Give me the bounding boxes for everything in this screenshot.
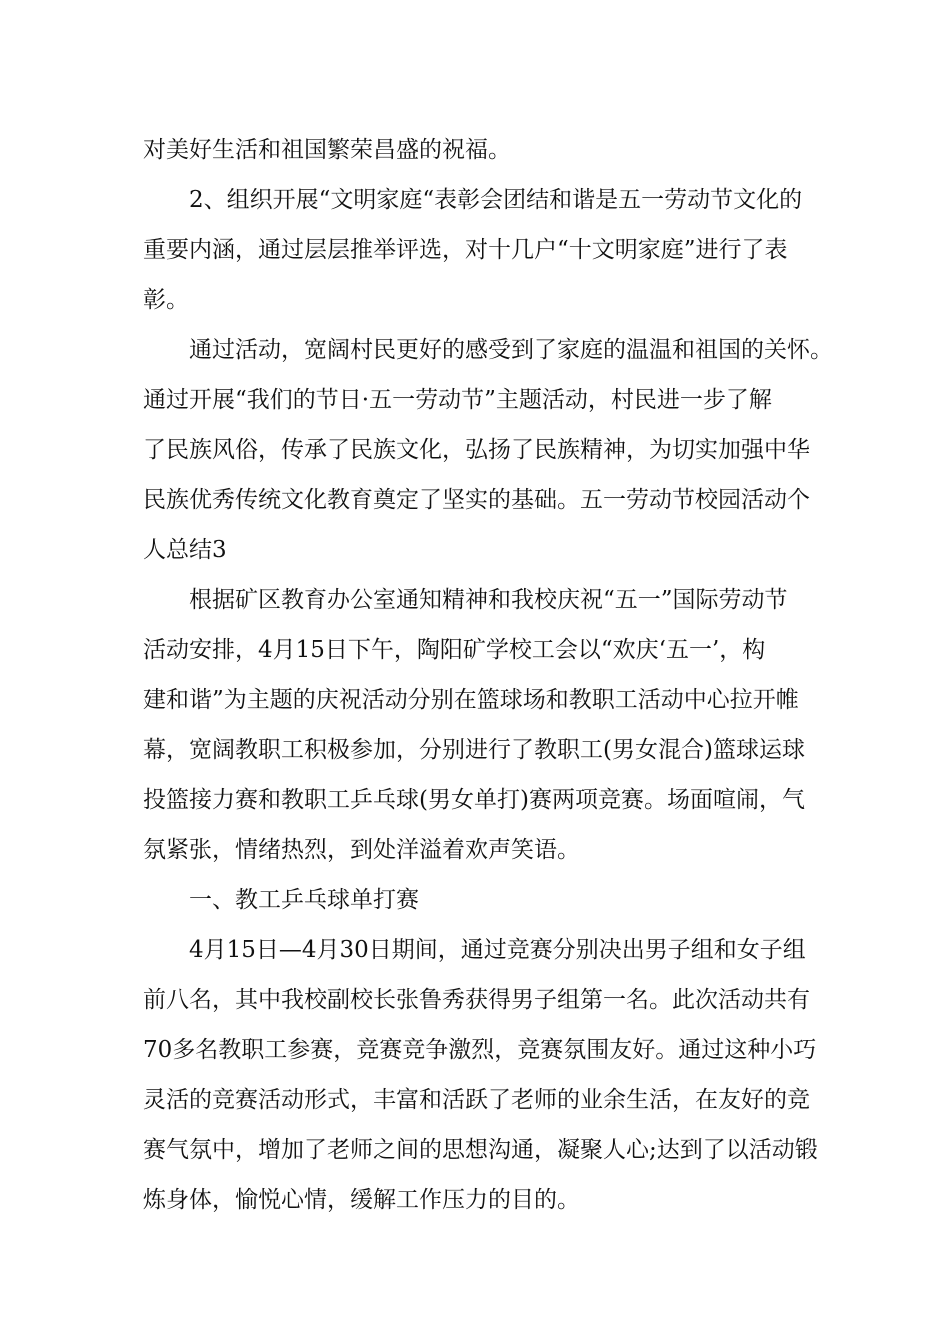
text-line: 重要内涵，通过层层推举评选，对十几户“十文明家庭”进行了表	[143, 237, 788, 263]
text-line: 通过开展“我们的节日·五一劳动节”主题活动，村民进一步了解	[143, 387, 772, 413]
text-line: 70多名教职工参赛，竞赛竞争激烈，竞赛氛围友好。通过这种小巧	[143, 1037, 817, 1063]
text-line: 2、组织开展“文明家庭“表彰会团结和谐是五一劳动节文化的	[189, 187, 803, 213]
text-line: 赛气氛中，增加了老师之间的思想沟通，凝聚人心;达到了以活动锻	[143, 1137, 818, 1163]
text-line: 人总结3	[143, 537, 227, 563]
text-line: 氛紧张，情绪热烈，到处洋溢着欢声笑语。	[143, 837, 580, 863]
text-line: 投篮接力赛和教职工乒乓球(男女单打)赛两项竞赛。场面喧闹，气	[143, 787, 805, 813]
section-heading: 一、教工乒乓球单打赛	[189, 887, 419, 913]
text-line: 通过活动，宽阔村民更好的感受到了家庭的温温和祖国的关怀。	[189, 337, 833, 363]
text-line: 根据矿区教育办公室通知精神和我校庆祝“五一”国际劳动节	[189, 587, 788, 613]
text-line: 炼身体，愉悦心情，缓解工作压力的目的。	[143, 1187, 580, 1213]
text-line: 前八名，其中我校副校长张鲁秀获得男子组第一名。此次活动共有	[143, 987, 810, 1013]
text-line: 了民族风俗，传承了民族文化，弘扬了民族精神，为切实加强中华	[143, 437, 810, 463]
text-line: 活动安排，4月15日下午，陶阳矿学校工会以“欢庆‘五一’，构	[143, 637, 766, 663]
text-line: 建和谐”为主题的庆祝活动分别在篮球场和教职工活动中心拉开帷	[143, 687, 799, 713]
text-line: 对美好生活和祖国繁荣昌盛的祝福。	[143, 137, 511, 163]
text-line: 民族优秀传统文化教育奠定了坚实的基础。五一劳动节校园活动个	[143, 487, 810, 513]
text-line: 灵活的竞赛活动形式，丰富和活跃了老师的业余生活，在友好的竞	[143, 1087, 810, 1113]
text-line: 彰。	[143, 287, 189, 313]
text-line: 4月15日—4月30日期间，通过竞赛分别决出男子组和女子组	[189, 937, 806, 963]
text-line: 幕，宽阔教职工积极参加，分别进行了教职工(男女混合)篮球运球	[143, 737, 805, 763]
